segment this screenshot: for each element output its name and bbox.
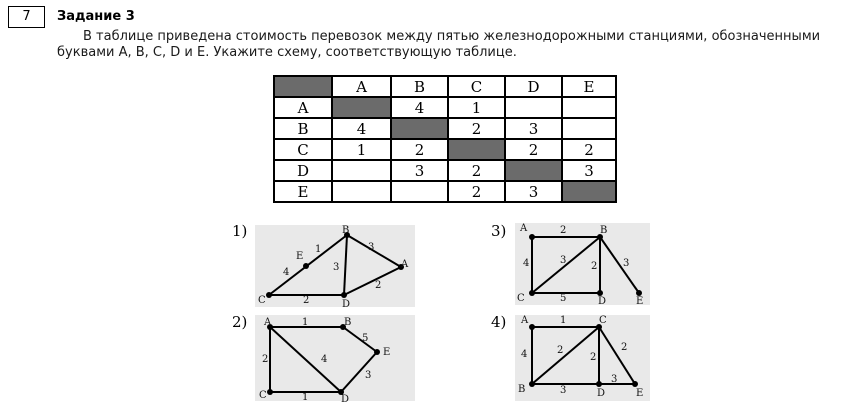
edge-weight: 2	[303, 295, 310, 306]
table-cell: 1	[332, 139, 391, 160]
table-cell	[332, 181, 391, 202]
node-label: A	[401, 259, 409, 270]
option-4-scheme	[515, 312, 650, 404]
table-cell: 4	[391, 97, 448, 118]
header-cell: C	[448, 76, 505, 97]
table-cell: 2	[448, 118, 505, 139]
table-cell: 3	[562, 160, 616, 181]
edge-weight: 2	[560, 225, 567, 236]
table-cell	[562, 97, 616, 118]
node-label: C	[599, 315, 607, 326]
table-cell: 2	[391, 139, 448, 160]
row-header-cell: C	[274, 139, 332, 160]
edge-weight: 3	[333, 262, 340, 273]
header-cell: D	[505, 76, 562, 97]
node-label: D	[342, 299, 351, 310]
edge-weight: 2	[262, 354, 269, 365]
node-label: C	[259, 390, 267, 401]
table-cell: 2	[505, 139, 562, 160]
table-cell	[562, 118, 616, 139]
node-label: E	[296, 251, 304, 262]
edge-weight: 3	[611, 374, 618, 385]
edge-weight: 4	[321, 354, 328, 365]
graph-node	[529, 324, 535, 330]
table-cell	[505, 160, 562, 181]
option-1-label: 1)	[232, 222, 248, 240]
table-cell	[562, 181, 616, 202]
option-1-scheme	[255, 222, 415, 310]
node-label: E	[636, 388, 644, 399]
table-row	[274, 139, 616, 160]
table-row	[274, 181, 616, 202]
node-label: C	[258, 295, 266, 306]
edge-weight: 3	[368, 242, 375, 253]
edge-weight: 2	[557, 345, 564, 356]
table-cell: 3	[505, 118, 562, 139]
edge-weight: 1	[302, 317, 309, 328]
graph-node	[632, 381, 638, 387]
table-cell	[391, 181, 448, 202]
edge-weight: 3	[623, 258, 630, 269]
node-label: A	[264, 317, 272, 328]
graph-node	[529, 381, 535, 387]
table-corner-cell	[274, 76, 332, 97]
graph-node	[529, 290, 535, 296]
node-label: E	[636, 296, 644, 307]
table-cell	[332, 160, 391, 181]
table-cell: 3	[391, 160, 448, 181]
table-cell	[332, 97, 391, 118]
cost-table	[273, 75, 617, 203]
table-cell: 2	[448, 181, 505, 202]
edge-weight: 2	[590, 352, 597, 363]
graph-node	[267, 389, 273, 395]
header-cell: A	[332, 76, 391, 97]
graph-node	[596, 381, 602, 387]
node-label: B	[344, 317, 352, 328]
graph-node	[341, 292, 347, 298]
row-header-cell: A	[274, 97, 332, 118]
table-cell	[391, 118, 448, 139]
edge-weight: 1	[302, 392, 309, 403]
edge-weight: 2	[621, 342, 628, 353]
node-label: B	[600, 225, 608, 236]
table-cell: 2	[562, 139, 616, 160]
edge-weight: 2	[375, 280, 382, 291]
edge-weight: 2	[591, 261, 598, 272]
node-label: B	[518, 384, 526, 395]
row-header-cell: D	[274, 160, 332, 181]
edge-weight: 4	[523, 258, 530, 269]
graph-node	[303, 263, 309, 269]
graph-node	[374, 349, 380, 355]
node-label: A	[521, 315, 529, 326]
table-cell	[505, 97, 562, 118]
table-row	[274, 97, 616, 118]
option-4-label: 4)	[491, 313, 507, 331]
option-3-label: 3)	[491, 222, 507, 240]
node-label: D	[341, 394, 350, 404]
table-row	[274, 118, 616, 139]
edge-weight: 4	[521, 349, 528, 360]
graph-node	[266, 292, 272, 298]
node-label: D	[598, 296, 607, 307]
table-row	[274, 160, 616, 181]
node-label: E	[383, 347, 391, 358]
table-cell: 1	[448, 97, 505, 118]
option-2-label: 2)	[232, 313, 248, 331]
edge-weight: 5	[362, 333, 369, 344]
table-cell: 2	[448, 160, 505, 181]
node-label: D	[597, 388, 606, 399]
row-header-cell: E	[274, 181, 332, 202]
edge-weight: 5	[560, 293, 567, 304]
edge-weight: 1	[315, 244, 322, 255]
row-header-cell: B	[274, 118, 332, 139]
table-header-row	[274, 76, 616, 97]
edge-weight: 3	[560, 255, 567, 266]
edge-weight: 3	[365, 370, 372, 381]
option-3-scheme	[515, 220, 650, 308]
task-title: Задание 3	[57, 9, 135, 24]
node-label: B	[342, 225, 350, 236]
node-label: A	[520, 223, 528, 234]
edge-weight: 4	[283, 267, 290, 278]
task-text: В таблице приведена стоимость перевозок между пятью железнодорожными станциями, обозначенными буквами A, B, C, D и E. Укажите схему, соответствующую таблице.	[57, 29, 821, 60]
edge-weight: 1	[560, 315, 567, 326]
table-cell: 3	[505, 181, 562, 202]
node-label: C	[517, 293, 525, 304]
table-cell: 4	[332, 118, 391, 139]
edge-weight: 3	[560, 385, 567, 396]
graph-node	[529, 234, 535, 240]
task-number: 7	[8, 6, 45, 28]
header-cell: E	[562, 76, 616, 97]
header-cell: B	[391, 76, 448, 97]
option-2-scheme	[255, 312, 415, 404]
table-cell	[448, 139, 505, 160]
